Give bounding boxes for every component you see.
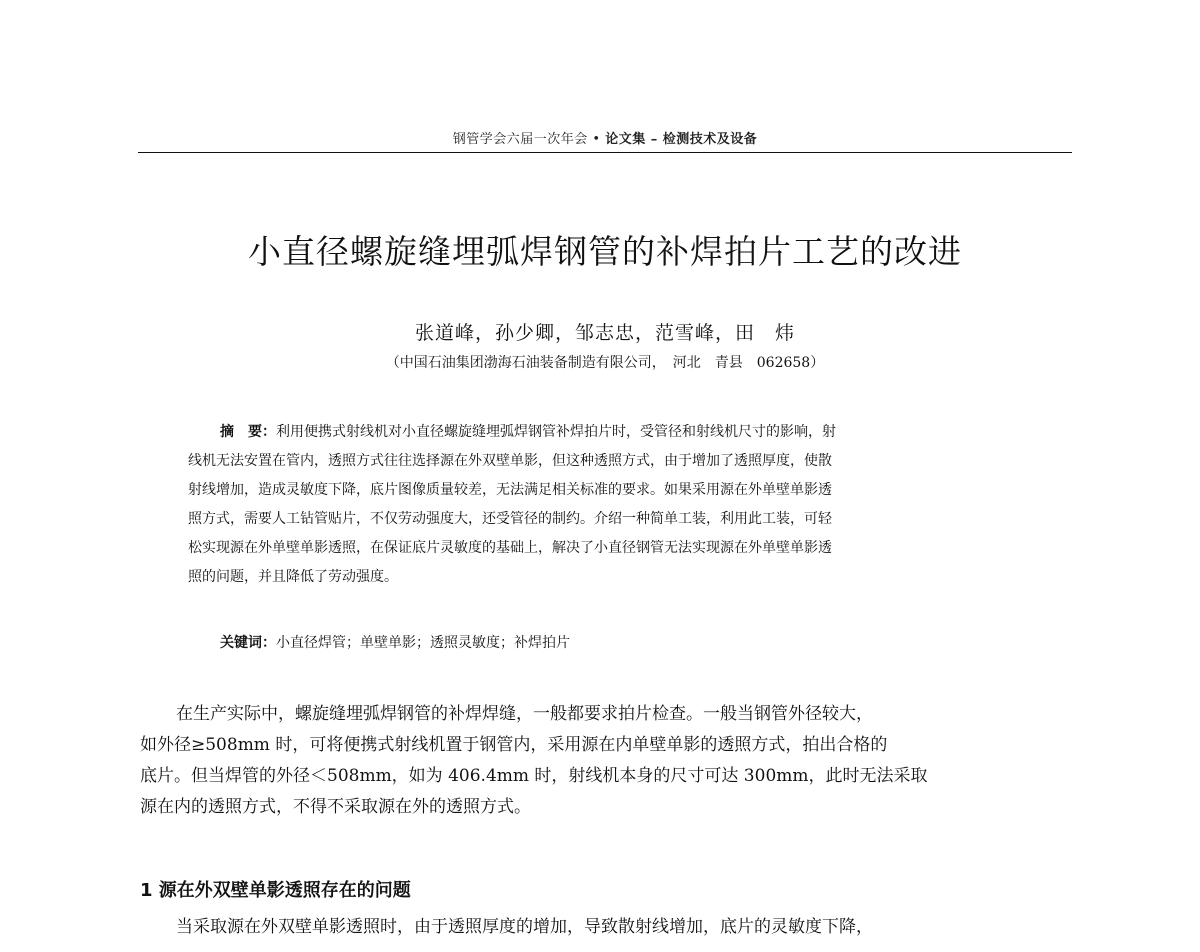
author-affiliation: （中国石油集团渤海石油装备制造有限公司， 河北 青县 062658） bbox=[385, 355, 825, 371]
body-line: 如外径≥508mm 时，可将便携式射线机置于钢管内，采用源在内单壁单影的透照方式，拍出合格的 bbox=[140, 735, 888, 755]
running-head bbox=[138, 128, 1072, 147]
abstract-label: 摘 要： bbox=[220, 424, 276, 440]
keywords bbox=[220, 632, 570, 652]
header-rule bbox=[138, 152, 1072, 153]
abstract-line: 照方式，需要人工钻管贴片，不仅劳动强度大，还受管径的制约。介绍一种简单工装，利用此工装，可轻 bbox=[188, 511, 832, 527]
abstract bbox=[188, 418, 1030, 592]
intro-paragraph bbox=[140, 699, 1072, 823]
abstract-line: 射线增加，造成灵敏度下降，底片图像质量较差，无法满足相关标准的要求。如果采用源在外单壁单影透 bbox=[188, 482, 832, 498]
keywords-text: 小直径焊管；单壁单影；透照灵敏度；补焊拍片 bbox=[276, 635, 570, 651]
running-head-section: 论文集 – 检测技术及设备 bbox=[605, 132, 758, 147]
author-list: 张道峰，孙少卿，邹志忠，范雪峰，田 炜 bbox=[414, 322, 795, 344]
abstract-line: 线机无法安置在管内，透照方式往往选择源在外双壁单影，但这种透照方式，由于增加了透照厚度，使散 bbox=[188, 453, 832, 469]
abstract-line: 松实现源在外单壁单影透照，在保证底片灵敏度的基础上，解决了小直径钢管无法实现源在外单壁单影透 bbox=[188, 540, 832, 556]
running-head-conference: 钢管学会六届一次年会 • bbox=[452, 132, 606, 147]
keywords-label: 关键词： bbox=[220, 635, 276, 651]
section-heading: 1 源在外双壁单影透照存在的问题 bbox=[140, 880, 411, 901]
body-line: 底片。但当焊管的外径＜508mm，如为 406.4mm 时，射线机本身的尺寸可达 300mm，此时无法采取 bbox=[140, 766, 928, 786]
body-line: 在生产实际中，螺旋缝埋弧焊钢管的补焊焊缝，一般都要求拍片检查。一般当钢管外径较大， bbox=[176, 704, 873, 724]
abstract-line: 摘 要：利用便携式射线机对小直径螺旋缝埋弧焊钢管补焊拍片时，受管径和射线机尺寸的影响，射 bbox=[220, 424, 836, 440]
section-paragraph: 当采取源在外双壁单影透照时，由于透照厚度的增加，导致散射线增加，底片的灵敏度下降， bbox=[176, 917, 873, 937]
paper-title: 小直径螺旋缝埋弧焊钢管的补焊拍片工艺的改进 bbox=[248, 232, 962, 271]
abstract-line: 照的问题，并且降低了劳动强度。 bbox=[188, 569, 398, 585]
body-line: 源在内的透照方式，不得不采取源在外的透照方式。 bbox=[140, 797, 531, 817]
